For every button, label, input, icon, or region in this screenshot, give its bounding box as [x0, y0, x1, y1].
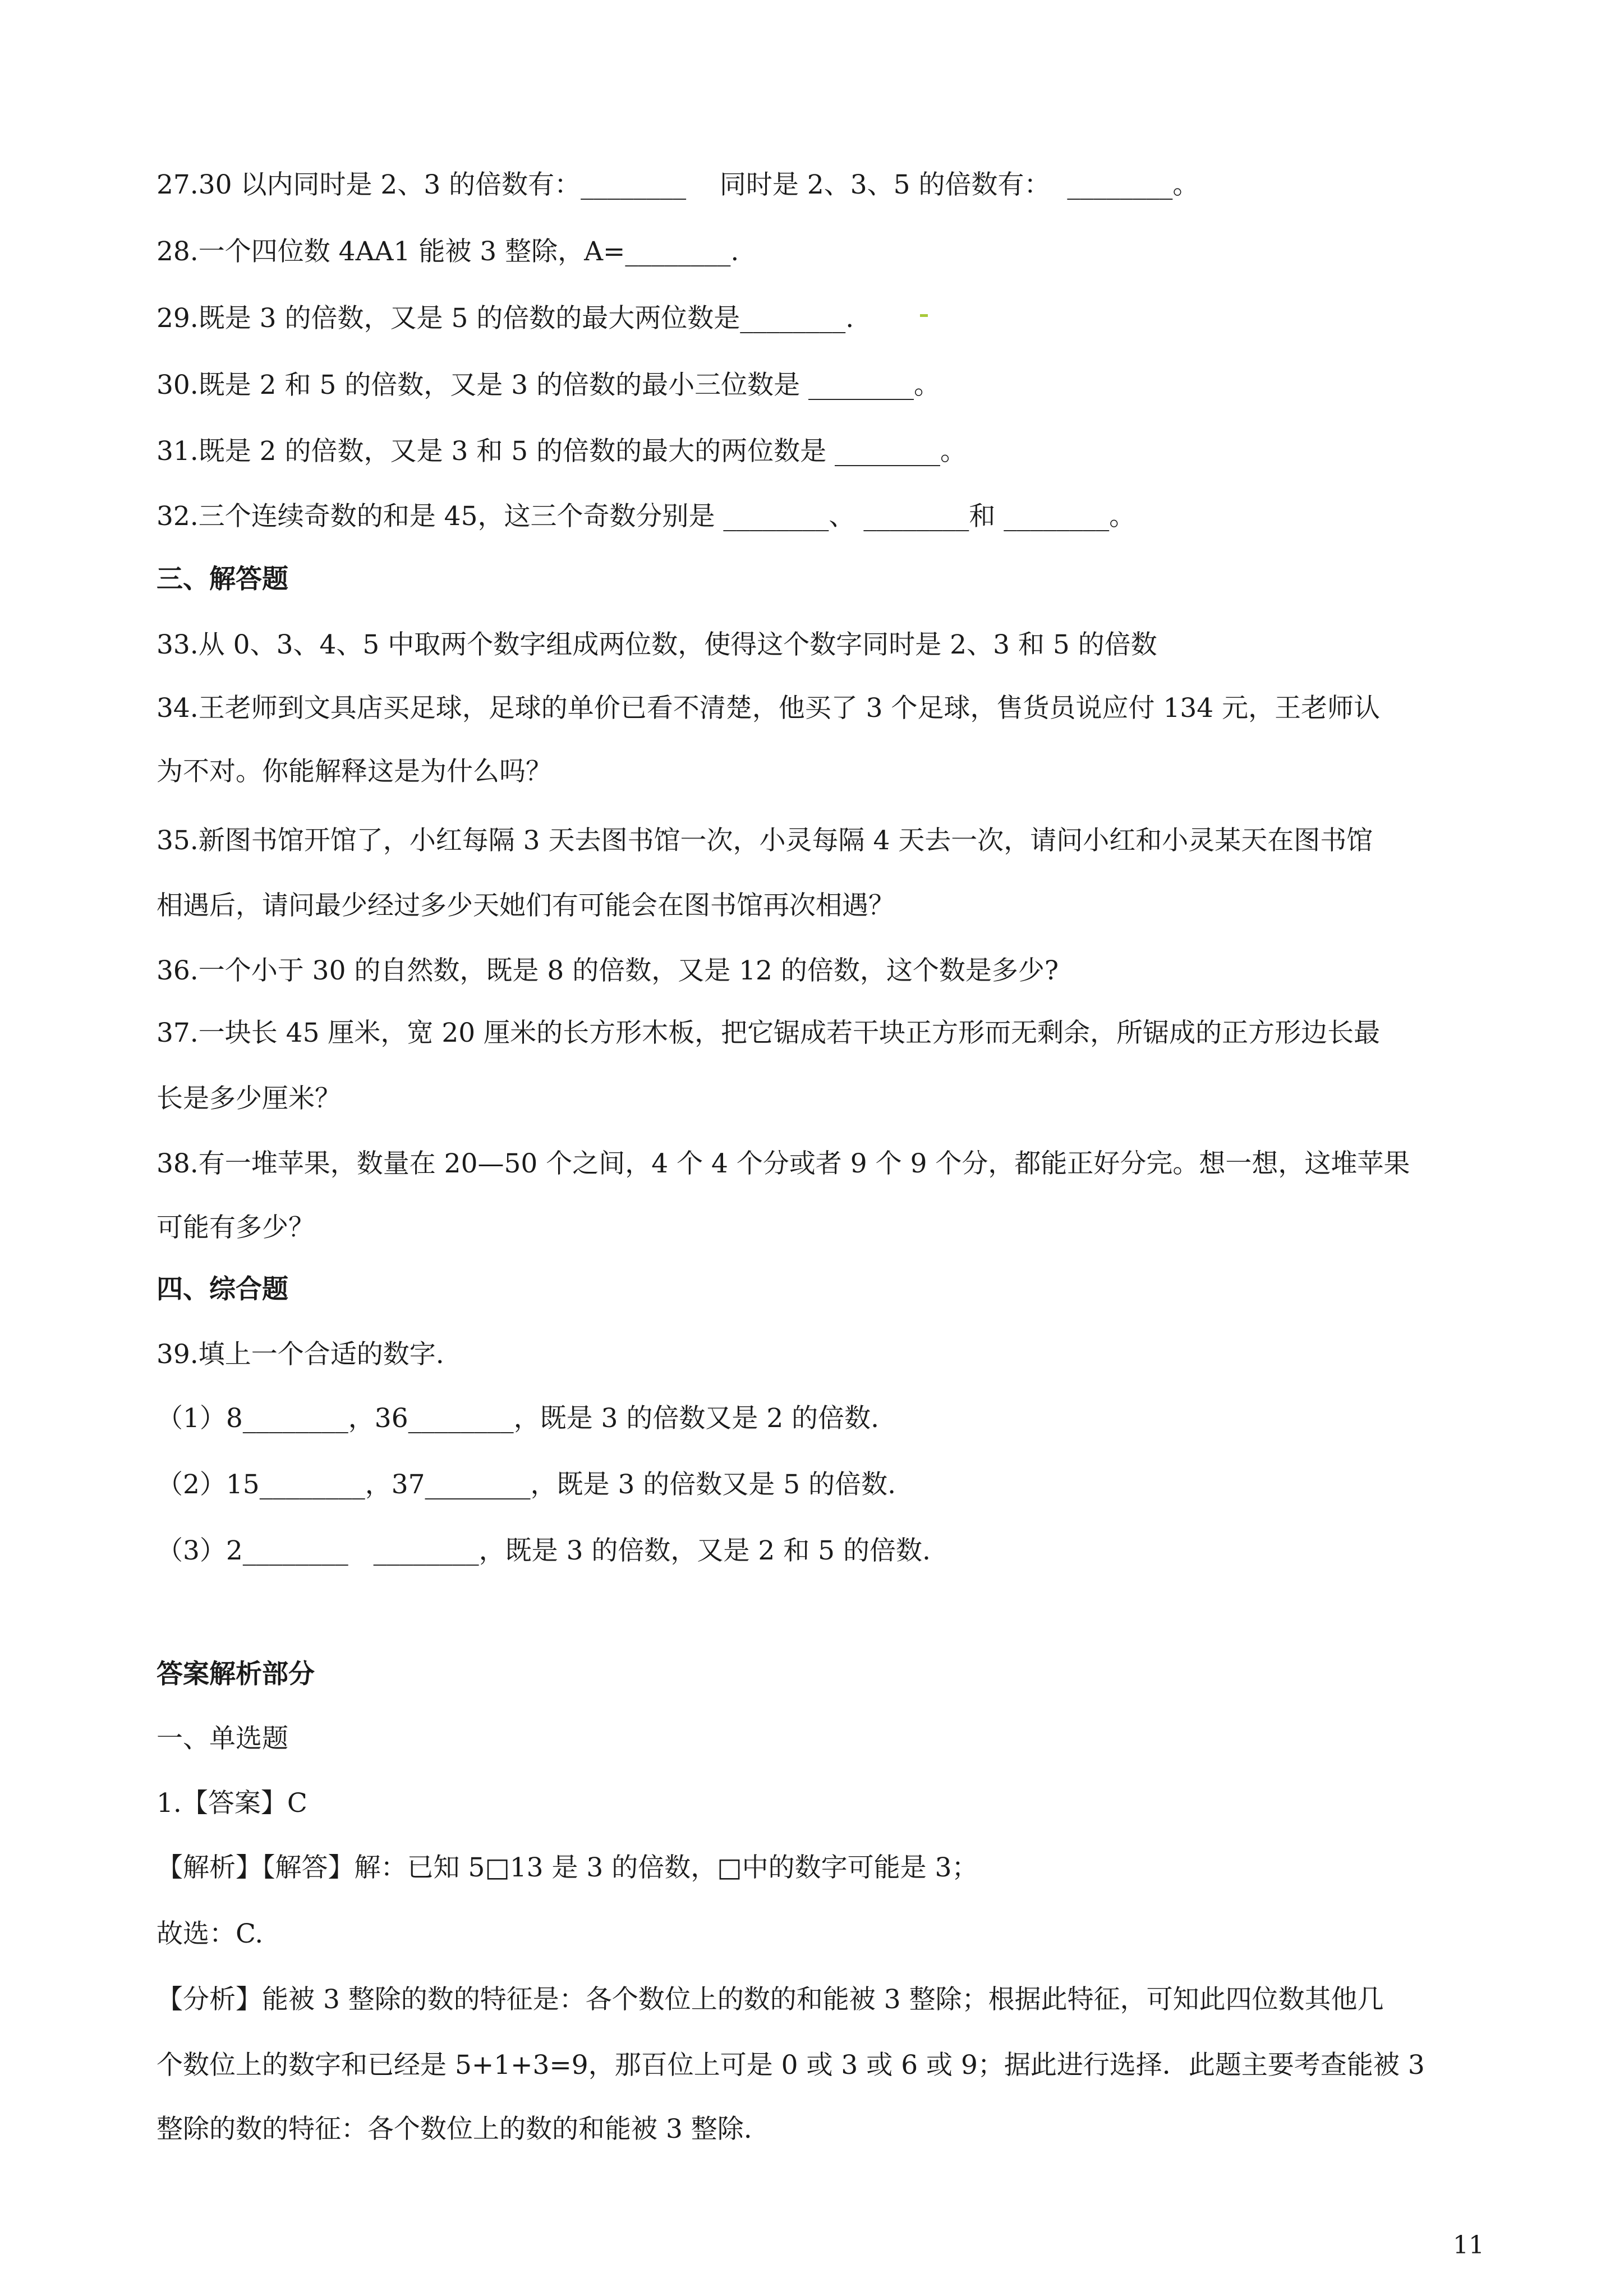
- answer-1: 1.【答案】C: [157, 1788, 307, 1819]
- answer-1-analysis: 【解析】【解答】解：已知 5□13 是 3 的倍数，□中的数字可能是 3；: [157, 1852, 978, 1883]
- answers-heading: 答案解析部分: [157, 1659, 315, 1690]
- section-heading-3: 三、解答题: [157, 564, 288, 595]
- question-32: 32.三个连续奇数的和是 45，这三个奇数分别是 ________、 ________和 ________。: [157, 501, 1136, 532]
- answer-1-note-line-1: 【分析】能被 3 整除的数的特征是：各个数位上的数的和能被 3 整除；根据此特征，可知此四位数其他几: [157, 1984, 1384, 2015]
- question-38-line-1: 38.有一堆苹果，数量在 20—50 个之间，4 个 4 个分或者 9 个 9 个分，都能正好分完。想一想，这堆苹果: [157, 1148, 1410, 1179]
- question-33: 33.从 0、3、4、5 中取两个数字组成两位数，使得这个数字同时是 2、3 和 5 的倍数: [157, 629, 1157, 660]
- question-30: 30.既是 2 和 5 的倍数，又是 3 的倍数的最小三位数是 ________。: [157, 370, 941, 401]
- question-28: 28.一个四位数 4AA1 能被 3 整除，A=________.: [157, 236, 739, 267]
- highlight-mark: [920, 314, 928, 317]
- question-29: 29.既是 3 的倍数，又是 5 的倍数的最大两位数是________.: [157, 303, 854, 334]
- answer-1-choice: 故选：C.: [157, 1918, 264, 1949]
- question-39: 39.填上一个合适的数字.: [157, 1339, 444, 1370]
- section-heading-4: 四、综合题: [157, 1274, 288, 1305]
- page-number: 11: [1453, 2231, 1484, 2260]
- question-31: 31.既是 2 的倍数，又是 3 和 5 的倍数的最大的两位数是 ________。: [157, 436, 967, 467]
- question-37-line-2: 长是多少厘米？: [157, 1083, 341, 1114]
- question-35-line-1: 35.新图书馆开馆了，小红每隔 3 天去图书馆一次，小灵每隔 4 天去一次，请问小红和小灵某天在图书馆: [157, 825, 1373, 856]
- question-35-line-2: 相遇后，请问最少经过多少天她们有可能会在图书馆再次相遇？: [157, 890, 895, 921]
- question-34-line-1: 34.王老师到文具店买足球，足球的单价已看不清楚，他买了 3 个足球，售货员说应付 134 元，王老师认: [157, 693, 1381, 724]
- question-39-part-2: （2）15________，37________，既是 3 的倍数又是 5 的倍数.: [157, 1469, 896, 1500]
- question-36: 36.一个小于 30 的自然数，既是 8 的倍数，又是 12 的倍数，这个数是多少?: [157, 955, 1059, 986]
- question-37-line-1: 37.一块长 45 厘米，宽 20 厘米的长方形木板，把它锯成若干块正方形而无剩余，所锯成的正方形边长最: [157, 1018, 1381, 1048]
- answer-1-note-line-3: 整除的数的特征：各个数位上的数的和能被 3 整除.: [157, 2114, 752, 2145]
- question-34-line-2: 为不对。你能解释这是为什么吗？: [157, 756, 552, 787]
- answer-1-note-line-2: 个数位上的数字和已经是 5+1+3=9，那百位上可是 0 或 3 或 6 或 9；据此进行选择．此题主要考查能被 3: [157, 2050, 1425, 2081]
- question-27: 27.30 以内同时是 2、3 的倍数有：________ 同时是 2、3、5 的倍数有： ________。: [157, 169, 1199, 200]
- question-38-line-2: 可能有多少？: [157, 1212, 315, 1243]
- question-39-part-3: （3）2________ ________，既是 3 的倍数，又是 2 和 5 的倍数.: [157, 1535, 931, 1566]
- answers-subheading: 一、单选题: [157, 1723, 288, 1754]
- question-39-part-1: （1）8________，36________，既是 3 的倍数又是 2 的倍数.: [157, 1403, 880, 1434]
